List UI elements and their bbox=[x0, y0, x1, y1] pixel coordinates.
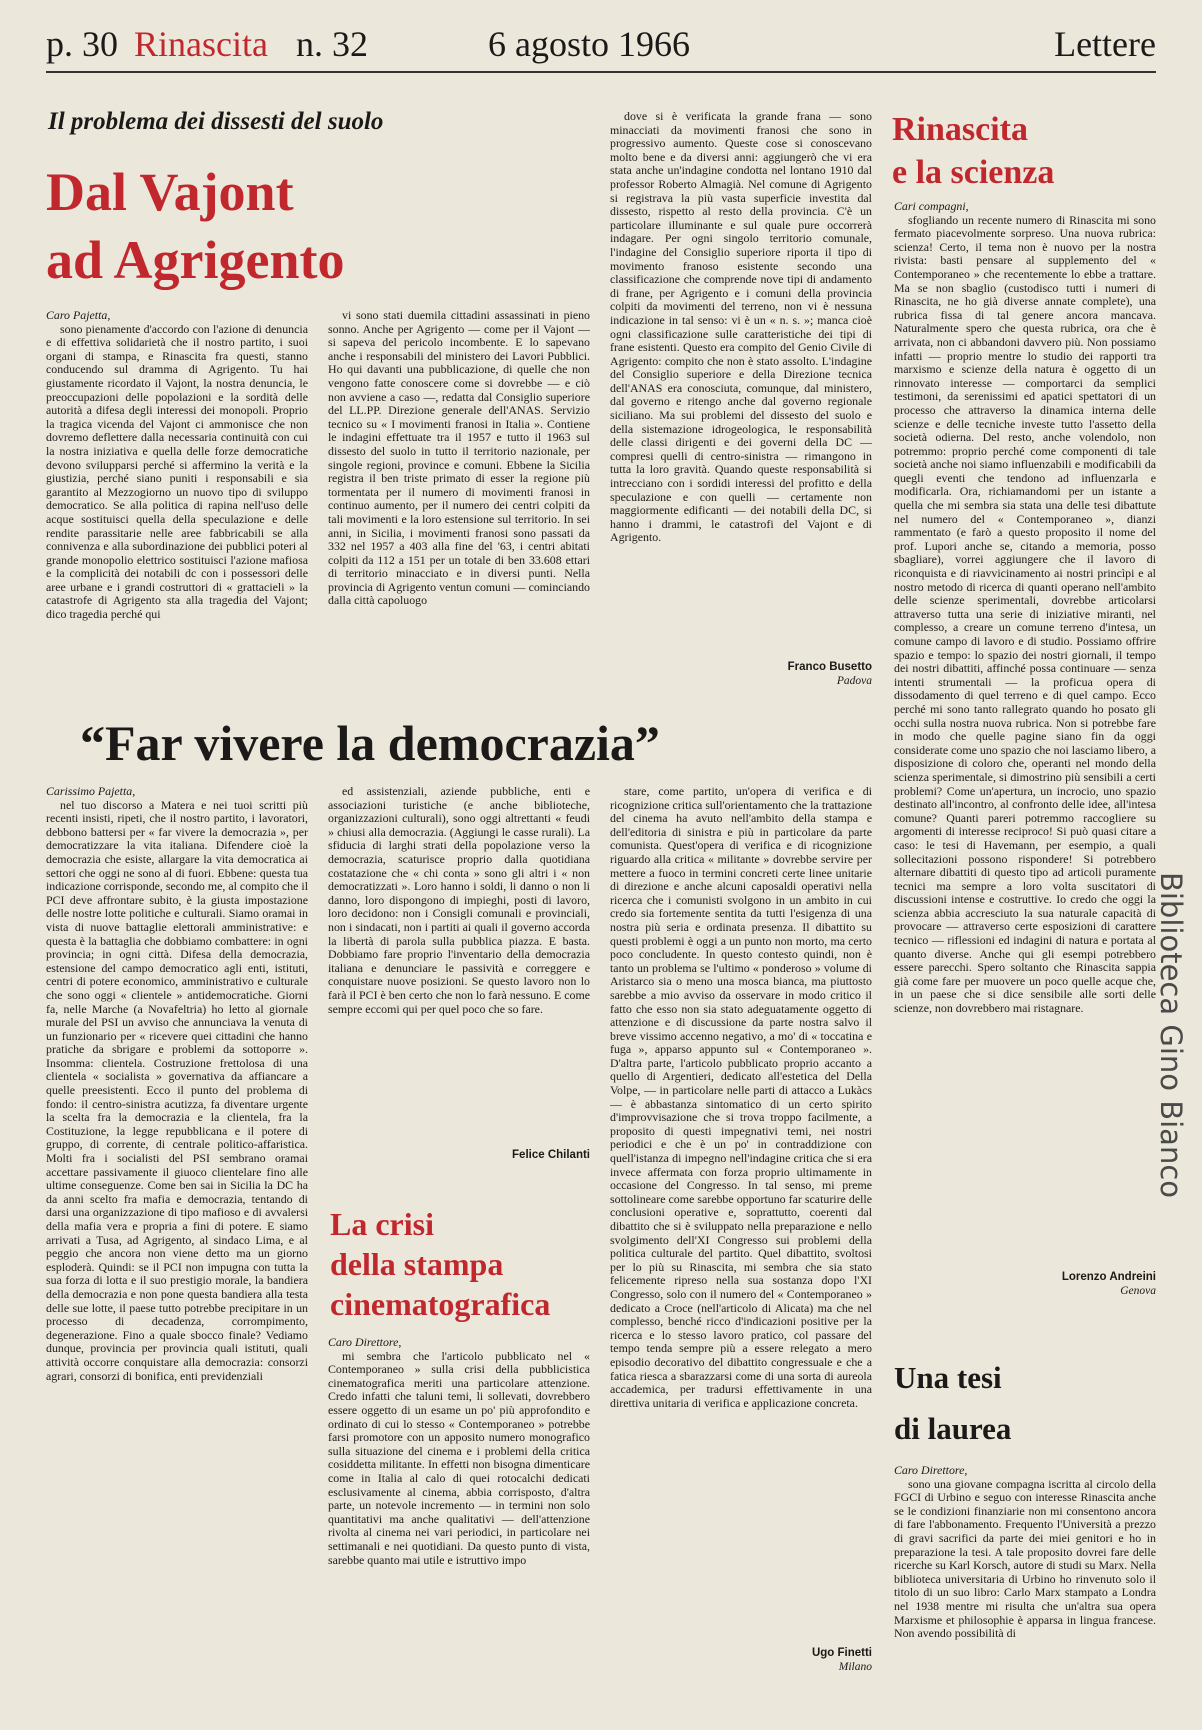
scienza-city: Genova bbox=[1120, 1285, 1156, 1297]
page-header bbox=[46, 22, 1156, 70]
democrazia-signature bbox=[328, 1148, 590, 1162]
vajont-text-1: sono pienamente d'accordo con l'azione di denuncia e di effettiva solidarietà che il nostro partito, i suoi organi di stampa, e Rinascita fra questi, stanno conducendo sul dramma di Agrigento. Tu hai giustamente ricordato il Vajont, la nostra denuncia, le preoccupazioni delle popolazioni e la sordità delle autorità a difesa degli interessi dei monopoli. Proprio la tragica vicenda del Vajont ci ammonisce che non dovremo deflettere dalla necessaria continuità con cui la nostra iniziativa e quella delle forze democratiche devono svilupparsi perché si affermino la verità e la giustizia, perché siano puniti i responsabili e sia garantito al Mezzogiorno un nuovo tipo di sviluppo democratico. Se alla politica di rapina nell'uso delle acque sostituisci quella della speculazione e delle rendite parassitarie nelle aree fabbricabili se alla connivenza e alla subordinazione dei pubblici poteri al grande monopolio elettrico sostituisci l'azione mafiosa e la complicità dei notabili dc con i possessori delle aree urbane e i grandi costruttori di « grattacieli » la catastrofe di Agrigento sta alla tragedia del Vajont; dico tragedia perché qui bbox=[46, 321, 308, 622]
header-rule bbox=[46, 71, 1156, 73]
vajont-title-line1: Dal Vajont bbox=[46, 162, 294, 222]
vajont-city: Padova bbox=[836, 675, 872, 687]
tesi-greeting: Caro Direttore, bbox=[894, 1464, 968, 1477]
democrazia-text-2: ed assistenziali, aziende pubbliche, enti e associazioni turistiche (e anche biblioteche, organizzazioni culturali), sono oggi altrettanti « feudi » chiusi alla democrazia. (Aggiungi le casse rurali). La sfiducia di larghi strati della popolazione verso la democrazia, scaturisce proprio dalla quotidiana costatazione che « chi conta » sono gli altri i « non democratizzati ». Loro hanno i soldi, li danno o non li danno, loro dispongono di impieghi, posti di lavoro, loro decidono: non i Consigli comunali e provinciali, non i sindacati, non i partiti ai quali il governo accorda la libertà di parola sulla pubblica piazza. E basta. Dobbiamo fare proprio l'inventario della democrazia italiana e denunciare le passività e correggere e conquistare nuove posizioni. Se questo lavoro non lo farà il PCI è ben certo che non lo farà nessuno. E come sempre eccomi qui per quel poco che so fare. bbox=[328, 785, 590, 1016]
vajont-text-2: vi sono stati duemila cittadini assassinati in pieno sonno. Anche per Agrigento — come per il Vajont — si sapeva del pericolo incombente. E lo sapevano anche i responsabili del ministero dei Lavori Pubblici. Ho qui davanti una pubblicazione, di quelle che non vengono fatte conoscere come si dovrebbe — e ciò non avviene a caso —, redatta dal Consiglio superiore del LL.PP. Direzione generale dell'ANAS. Servizio tecnico su « I movimenti franosi in Italia ». Contiene le indagini effettuate tra il 1957 e tutto il 1963 sul dissesto del suolo in tutto il territorio nazionale, per singole regioni, province e comuni. Ebbene la Sicilia registra il ben triste primato di esser la regione più tormentata per il numero di movimenti franosi in continuo aumento, per il numero dei centri colpiti da tali movimenti e la loro estensione sul territorio. In sei anni, in Sicilia, i movimenti franosi sono passati da 332 nel 1957 a 403 alla fine del '63, i centri abitati colpiti da 112 a 151 per un totale di ben 33.608 ettari di territorio minacciato e in diversi punti. Nella provincia di Agrigento ventun comuni — cominciando dalla città capoluogo bbox=[328, 309, 590, 608]
democrazia-title: “Far vivere la democrazia” bbox=[80, 715, 660, 771]
tesi-column bbox=[894, 1464, 1156, 1720]
tesi-title-line2: di laurea bbox=[894, 1411, 1012, 1446]
democrazia-greeting: Carissimo Pajetta, bbox=[46, 785, 136, 798]
scienza-text: sfogliando un recente numero di Rinascita mi sono fermato piacevolmente sorpreso. Una nuova rubrica: scienza! Certo, il tema non è nuovo per la nostra rivista: basti pensare al supplemento del « Contemporaneo » che recentemente lo ebbe a trattare. Ma se non sbaglio (custodisco tutti i numeri di Rinascita, ne ho già diverse annate complete), una rubrica fissa di tal genere ancora mancava. Naturalmente spero che questa rubrica, ora che è arrivata, non ci abbandoni davvero più. Non possiamo infatti — proprio mentre lo studio dei rapporti tra marxismo e scienze della natura è oggetto di un rinnovato interesse — comportarci da semplici testimoni, da serenissimi ed apatici spettatori di un processo che attraverso la dinamica interna delle scienze e delle tecniche investe tutto l'assetto della società odierna. Del resto, anche volendolo, non potremmo: proprio perché come componenti di tale società anche noi siamo influenzabili e modificabili da quegli eventi che tendono ad influenzarla e modificarla. Ora, richiamandomi per un istante a quella che mi sembra sia stata una delle tesi dibattute nel numero del « Contemporaneo », dianzi rammentato (e farò a questo proposito il nome del prof. Lupori anche se, citando a memoria, posso sbagliare), vorrei aggiungere che il lavoro di riconquista e di riavvicinamento ai nostri princìpi e al nostro metodo di ricerca di quanti operano nell'ambito delle scienze sperimentali, dovrebbe articolarsi attraverso tutta una serie di iniziative miranti, nel complesso, a creare un comune terreno d'intesa, un comune campo di lavoro e di studio. Possiamo offrire spazio e tempo: lo spazio dei nostri giornali, il tempo dei nostri dibattiti, affinché possa continuare — senza intenti strumentali — la proficua opera di dissodamento di quel terreno e di quel campo. Ecco perché mi sono tanto rallegrato quando ho posato gli occhi sulla nostra nuova rubrica. Non si potrebbe fare in modo che quelle pagine siano fin da oggi considerate come uno spazio che noi lasciamo libero, a disposizione di coloro che, operanti nel mondo della scienza sperimentale, si dimostrino più sensibili a certi problemi? Come un'apertura, un incrocio, uno spazio destinato all'incontro, al confronto delle idee, all'intesa comune? Quanti pareri potremmo raccogliere su argomenti di interesse reciproco! Si può quasi citare a caso: le tesi di Havemann, per esempio, a quali sollecitazioni possono rispondere! Si potrebbero alternare dibattiti di questo tipo ad articoli puramente tecnici ma sempre a loro volta suscitatori di discussioni intense e costruttive. Io credo che oggi la scienza abbia accresciuto la sua naturale capacità di provocare — attraverso certe esposizioni di carattere tecnico — riflessioni ed indagini di natura e portata al quanto diverse. Anche qui gli esempi potrebbero essere parecchi. Spero soltanto che Rinascita sappia già come fare per muovere un poco quelle acque che, in un paese che si dice sensibile alle sorti delle scienze, non dovrebbero mai ristagnare. bbox=[894, 212, 1156, 1016]
cinema-column-2 bbox=[610, 785, 872, 1643]
vajont-column-3 bbox=[610, 110, 872, 655]
vajont-author: Franco Busetto bbox=[787, 661, 872, 673]
democrazia-text-1: nel tuo discorso a Matera e nei tuoi scritti più recenti insisti, ripeti, che il nostro partito, i lavoratori, debbono battersi per « far vivere la democrazia », per democratizzare la vita italiana. Difendere cioè la democrazia che esiste, allargare la vita democratica ai settori che oggi ne sono al di fuori. Ebbene: questa tua indicazione corrisponde, secondo me, al compito che il PCI deve affrontare subito, è la giusta impostazione delle nostre lotte politiche e culturali. Siamo oramai in vista di nuove battaglie elettorali amministrative: e questa è la battaglia che dobbiamo combattere: in ogni provincia; in ogni città. Difesa della democrazia, estensione del campo democratico agli enti, istituti, centri di potere economico, amministrativo e culturale che sono oggi « clientele » antidemocratiche. Giorni fa, nelle Marche (a Novafeltria) ho letto al giornale murale del PSI un avviso che annunciava la venuta di un funzionario per « ricevere quei cittadini che hanno pratiche da sbrigare e problemi da sottoporre ». Insomma: clientela. Costruzione frettolosa di una clientela « socialista » governativa da affiancare a quelle preesistenti. Ecco il punto del problema di fondo: il centro-sinistra acutizza, fa diventare urgente la scelta fra la democrazia e la clientela, fra la Costituzione, la legge repubblicana e il potere di gruppo, di corrente, di centrale politico-affaristica. Molti fra i socialisti del PSI sembrano oramai accettare passivamente il giuoco clientelare fino alle ultime conseguenze. Come ben sai in Sicilia la DC ha da anni scelto fra mafia e democrazia, tentando di darsi una organizzazione di tipo mafioso e di avvalersi della mafia vera e propria a fini di potere. E siamo arrivati a Tusa, ad Agrigento, al sindaco Lima, e al peggio che ancora non viene detto ma un giorno esploderà. Quindi: se il PCI non impugna con tutta la sua forza di lotta e il suo prestigio morale, la bandiera della democrazia e non pone questa bandiera alla testa delle sue lotte, il paese tutto potrebbe precipitare in un processo di decadenza, corrompimento, degenerazione. Fino a quale sbocco finale? Vediamo dunque, provincia per provincia quali istituti, quali attività occorre conquistare alla democrazia: consorzi agrari, consorzi di bonifica, enti previdenziali bbox=[46, 797, 308, 1383]
scienza-column bbox=[894, 200, 1156, 1268]
vajont-column-2 bbox=[328, 309, 590, 711]
library-watermark: Biblioteca Gino Bianco bbox=[1154, 871, 1188, 1199]
scienza-signature bbox=[894, 1270, 1156, 1298]
cinema-title-line1: La crisi bbox=[330, 1206, 434, 1242]
tesi-title-line1: Una tesi bbox=[894, 1360, 1002, 1395]
scienza-title-line2: e la scienza bbox=[892, 154, 1055, 191]
cinema-text-1: mi sembra che l'articolo pubblicato nel « Contemporaneo » sulla crisi della pubblicistica cinematografica meriti una particolare attenzione. Credo infatti che taluni temi, li sollevati, dovrebbero essere oggetto di un esame un po' più approfondito e ordinato di cui lo stesso « Contemporaneo » potrebbe farsi promotore con un apposito numero monografico sulla situazione del cinema e i problemi della critica cosiddetta militante. In effetti non bisogna dimenticare come in Italia al calo di quei rotocalchi dedicati esclusivamente al cinema, abbia corrisposto, d'altra parte, un notevole incremento — in termini non solo quantitativi ma anche qualitativi — dell'attenzione rivolta al cinema nei vari periodici, in particolare nei settimanali e nei quotidiani. Da questo punto di vista, sarebbe quanto mai utile e istruttivo impo bbox=[328, 1348, 590, 1567]
scienza-title-line1: Rinascita bbox=[892, 111, 1028, 148]
issue-date: 6 agosto 1966 bbox=[488, 24, 690, 64]
cinema-author: Ugo Finetti bbox=[811, 1647, 872, 1659]
scienza-author: Lorenzo Andreini bbox=[1061, 1271, 1156, 1283]
vajont-signature bbox=[610, 660, 872, 688]
vajont-title-line2: ad Agrigento bbox=[46, 230, 345, 290]
vajont-text-3: dove si è verificata la grande frana — sono minacciati da movimenti franosi che sono in progressivo aumento. Queste cose si conoscevano molto bene e da diversi anni: aggiungerò che vi era stata anche un'indagine condotta nel lontano 1910 dal professor Roberto Almagià. Nel comune di Agrigento si registrava la più vasta superficie investita dal dissesto, rispetto al resto della provincia. C'è un particolare illuminante e sul quale pure occorrerà indagare. Per ogni singolo territorio comunale, l'indagine del Consiglio superiore riporta il tipo di movimento franoso esistente secondo una classificazione che comprende nove tipi di andamento di frane, per Agrigento e i comuni della provincia colpiti da movimenti del terreno, non vi è nessuna indicazione in tal senso: vi è un « n. s. »; manca cioè ogni classificazione sulle caratteristiche dei tipi di frane esistenti. Questo era compito del Genio Civile di Agrigento: compito che non è stato assolto. L'indagine del Consiglio superiore e della Direzione tecnica dell'ANAS era conosciuta, comunque, dal ministero, dal governo e ritengo anche dal governo regionale siciliano. Ma sui problemi del dissesto del suolo e della sistemazione idrogeologica, le responsabilità delle classi dirigenti e dei governi della DC — compresi quelli di centro-sinistra — rimangono in tutta la loro gravità. Quando queste responsabilità si intrecciano con i sordidi interessi del profitto e della speculazione e con quelli — certamente non maggiormente edificanti — dei notabili della DC, si hanno i drammi, le catastrofi del Vajont e di Agrigento. bbox=[610, 110, 872, 545]
democrazia-column-1 bbox=[46, 785, 308, 1720]
cinema-title-line2: della stampa bbox=[330, 1246, 504, 1282]
cinema-text-2: stare, come partito, un'opera di verifica e di ricognizione critica sull'orientamento che la trattazione del cinema ha avuto nell'ambito della stampa e dell'editoria di sinistra e più in particolare da parte comunista. Quest'opera di verifica e di ricognizione riguardo alla critica « militante » dovrebbe servire per mettere a fuoco in termini concreti certe linee unitarie di direzione e anche alcuni caposaldi operativi nella ricerca che i comunisti svolgono in un ambito in cui credo sia fortemente sentita da tutti l'esigenza di una nostra più seria e ordinata presenza. Il dibattito su questi problemi è oggi a un punto non morto, ma certo poco concludente. In questo contesto quindi, non è tanto un problema se l'ultimo « ponderoso » volume di Aristarco sia o meno una mosca bianca, ma piuttosto sarebbe a mio avviso da osservare in modo critico il fatto che esso non sia stato adeguatamente oggetto di attenzione e di discussione da parte nostra salvo il breve vissimo accenno negativo, a mo' di « toccatina e fuga », apparso appunto sul « Contemporaneo ». D'altra parte, l'articolo pubblicato proprio accanto a quello di Argentieri, dedicato all'estetica del Della Volpe, — in particolare nelle parti di attacco a Lukàcs — è abbastanza sintomatico di un certo spirito d'improvvisazione che si trova troppo facilmente, a proposito di questi impegnativi temi, nei nostri periodici e che è un po' in contraddizione con quell'istanza di impegno nell'indagine critica che si era invece affermata con forza proprio ultimamente in occasione del Congresso. In tal senso, mi preme sottolineare come sarebbe opportuno far scaturire delle conclusioni operative e, soprattutto, coerenti dal dibattito che si è sviluppato nella preparazione e nello svolgimento dell'XI Congresso sui problemi della politica culturale del partito. Quel dibattito, svoltosi per lo più su Rinascita, mi sembra che sia stato felicemente ripreso nella sua sostanza dopo l'XI Congresso, solo con il numero del « Contemporaneo » dedicato a Croce (nell'articolo di Alicata) ma che nel complesso, benché ricco d'indicazioni positive per la ricerca e lo stesso lavoro pratico, col passare del tempo tenda sempre più a essere relegato a mero episodio decorativo del dibattito congressuale e che a fatica riesca a sbarazzarsi come di una sorta di aureola accademica, per tradursi effettivamente in una direttiva unitaria di verifica e applicazione concreta. bbox=[610, 785, 872, 1410]
issue-number: n. 32 bbox=[296, 24, 368, 64]
cinema-city: Milano bbox=[838, 1661, 872, 1673]
cinema-column-1 bbox=[328, 1336, 590, 1720]
page-number: p. 30 bbox=[46, 24, 118, 64]
vajont-greeting: Caro Pajetta, bbox=[46, 309, 111, 322]
section-title: Lettere bbox=[1054, 24, 1156, 64]
scienza-greeting: Cari compagni, bbox=[894, 200, 969, 213]
tesi-text: sono una giovane compagna iscritta al circolo della FGCI di Urbino e seguo con interesse Rinascita anche se le condizioni finanziarie non mi consentono ancora di fare l'abbonamento. Frequento l'Università a prezzo di gravi sacrifici da parte dei miei genitori e ho in preparazione la tesi. A tale proposito dovrei fare delle ricerche su Karl Korsch, autore di studi su Marx. Nella biblioteca universitaria di Urbino ho rinvenuto solo il titolo di un suo libro: Carlo Marx stampato a Londra nel 1938 mentre mi risulta che un'altra sua opera Marxisme et philosophie è apparsa in lingua francese. Non avendo possibilità di bbox=[894, 1476, 1156, 1641]
cinema-greeting: Caro Direttore, bbox=[328, 1336, 402, 1349]
cinema-title-line3: cinematografica bbox=[330, 1286, 551, 1322]
democrazia-column-2 bbox=[328, 785, 590, 1145]
magazine-name: Rinascita bbox=[134, 24, 268, 64]
vajont-column-1 bbox=[46, 309, 308, 711]
vajont-kicker: Il problema dei dissesti del suolo bbox=[48, 108, 384, 135]
democrazia-author: Felice Chilanti bbox=[512, 1149, 590, 1161]
cinema-signature bbox=[610, 1646, 872, 1674]
